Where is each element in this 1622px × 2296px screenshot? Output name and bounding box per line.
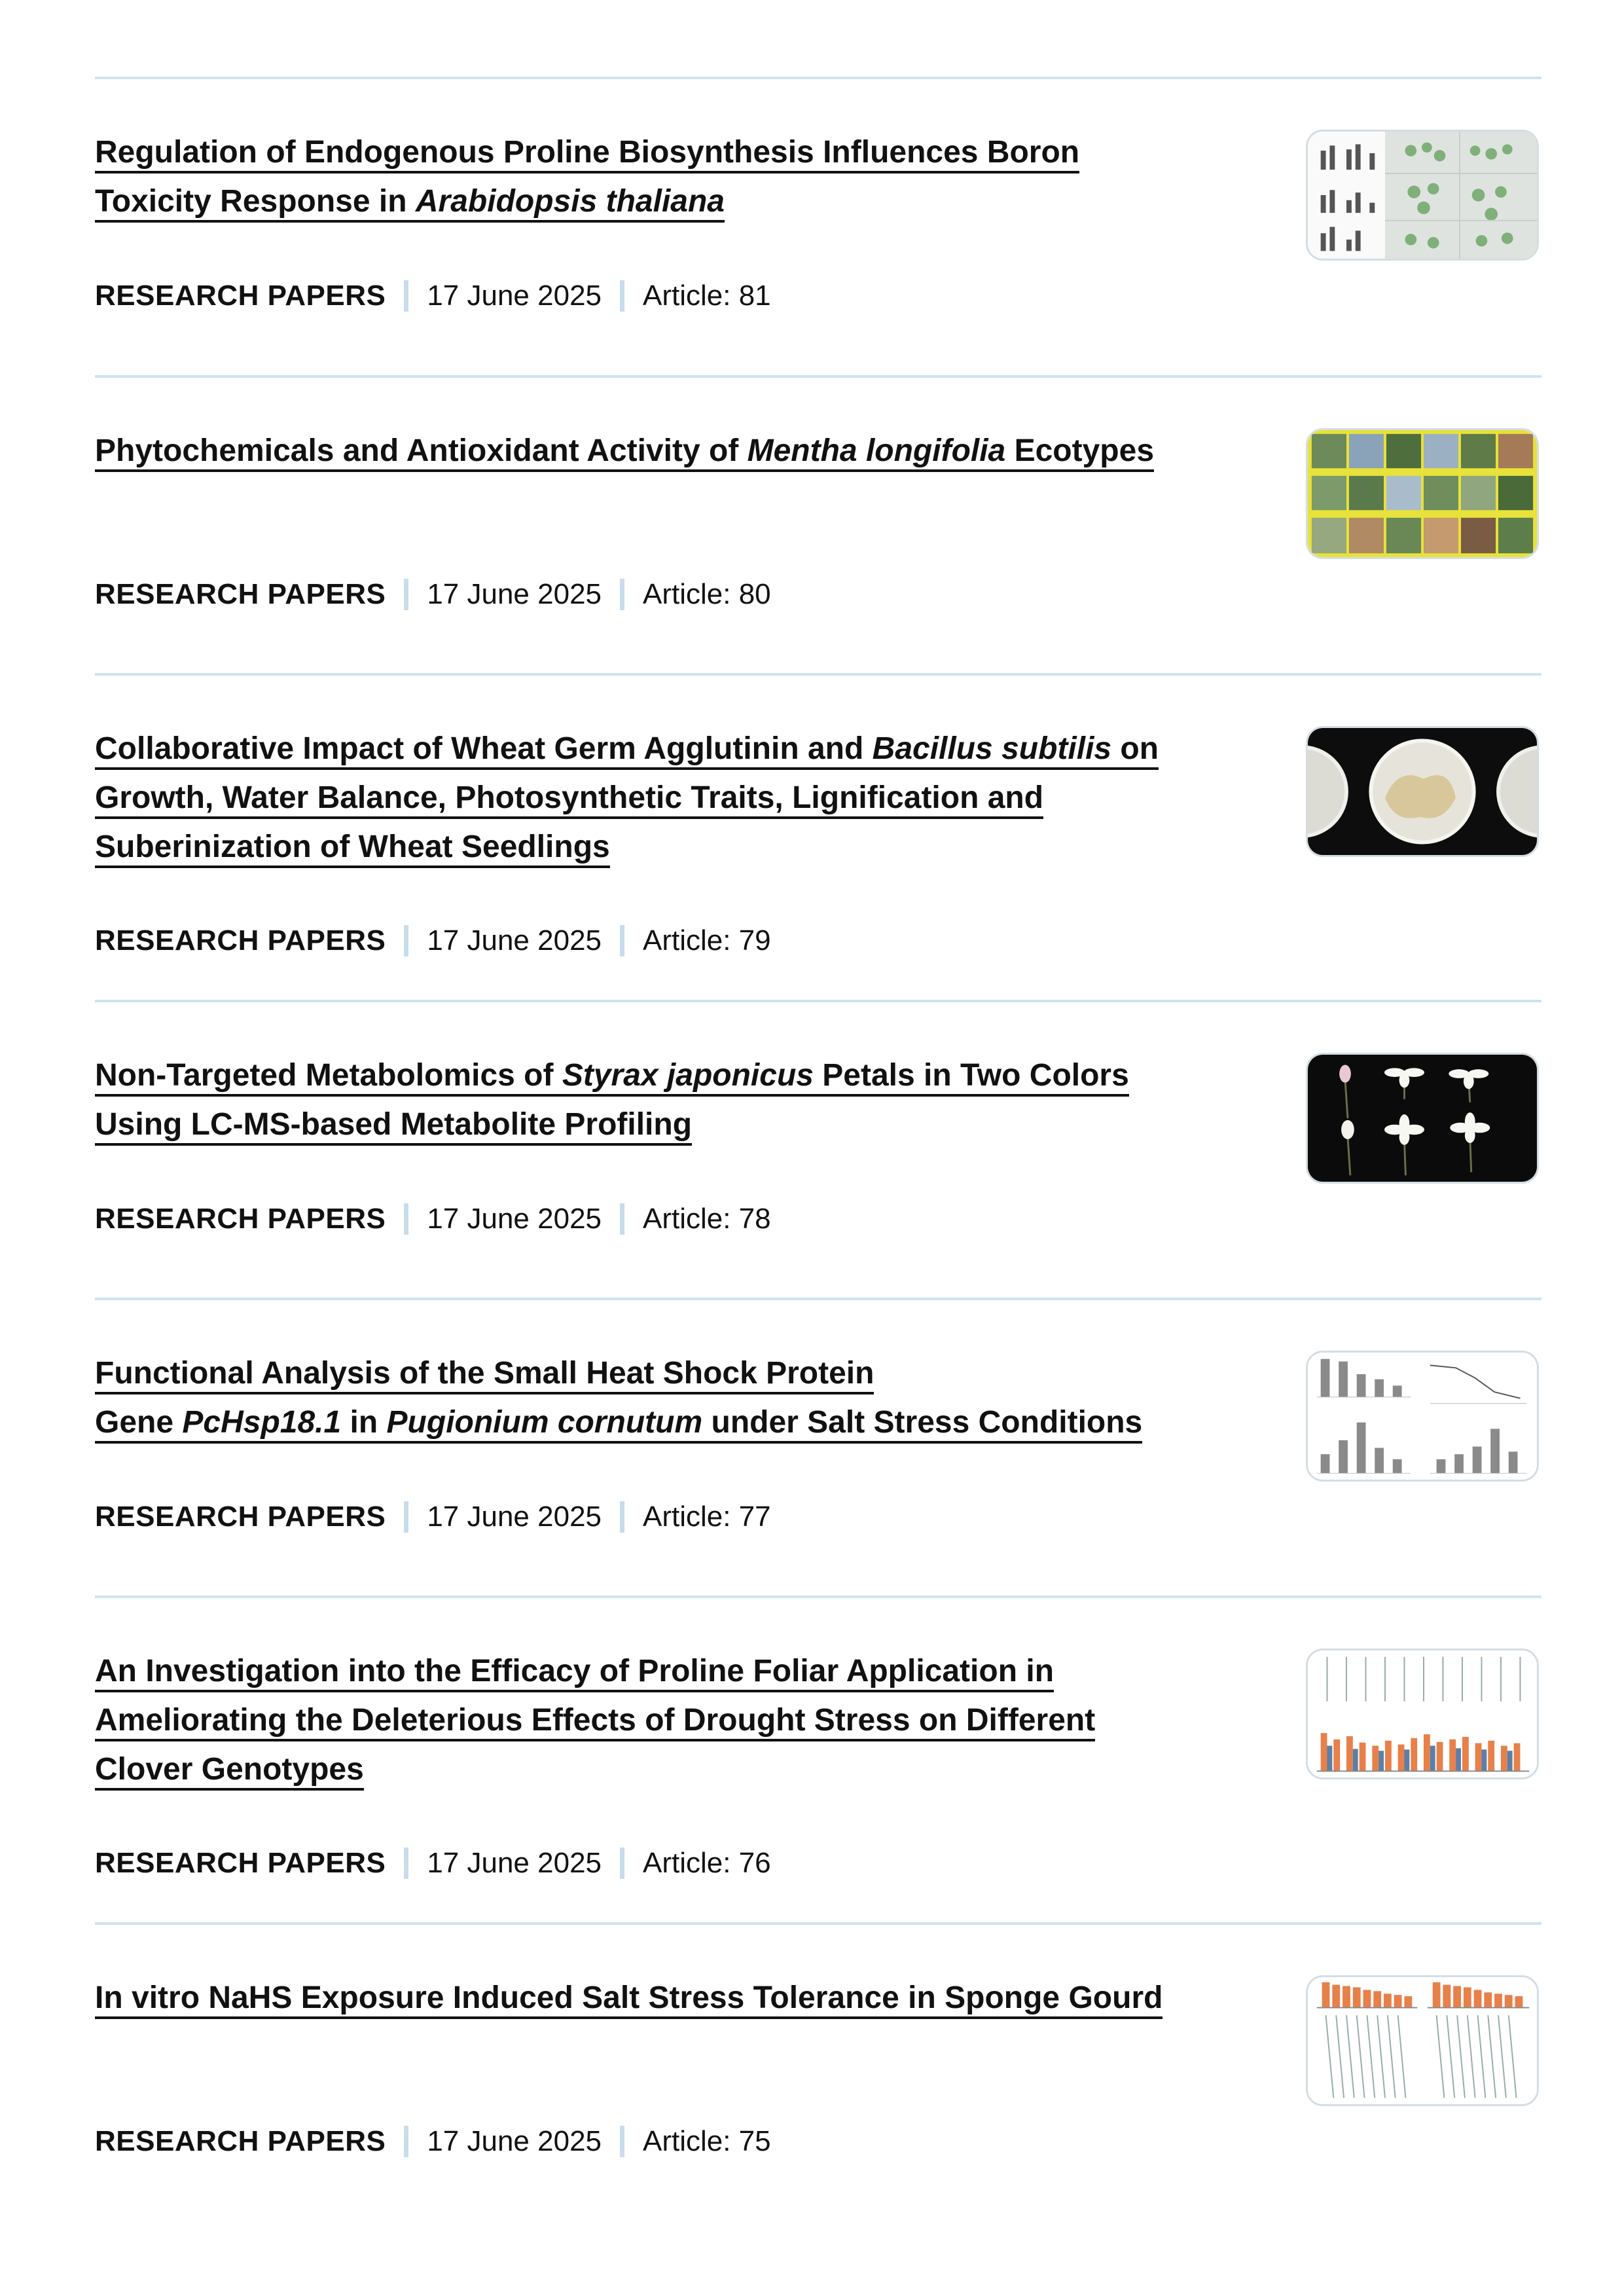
article-meta (95, 280, 771, 312)
publication-date: 17 June 2025 (427, 1847, 602, 1879)
category-label[interactable]: RESEARCH PAPERS (95, 2125, 386, 2157)
category-label[interactable]: RESEARCH PAPERS (95, 1203, 386, 1235)
title-text: Petals in Two Colors (813, 1058, 1129, 1093)
article-number: Article: 78 (643, 1203, 771, 1235)
category-label[interactable]: RESEARCH PAPERS (95, 1847, 386, 1879)
meta-separator (404, 579, 408, 610)
publication-date: 17 June 2025 (427, 578, 602, 610)
meta-separator (620, 925, 624, 957)
plate-assay-thumbnail[interactable] (1306, 130, 1539, 261)
orange-bar-chart-thumbnail[interactable] (1306, 1649, 1539, 1779)
article-title-link[interactable] (95, 1752, 364, 1791)
title-italic-text: Arabidopsis thaliana (415, 184, 725, 219)
title-text: An Investigation into the Efficacy of Proline Foliar Application in (95, 1654, 1054, 1688)
article-title (95, 1973, 1247, 2022)
article-title-link[interactable] (95, 433, 1154, 472)
article-title (95, 426, 1247, 475)
title-text: Clover Genotypes (95, 1752, 364, 1787)
article-number: Article: 77 (643, 1501, 771, 1533)
article-title-link[interactable] (95, 780, 1043, 819)
article-title-link[interactable] (95, 1356, 874, 1394)
article-meta (95, 578, 771, 611)
divider (95, 1922, 1541, 1925)
article-card (95, 1973, 1541, 2170)
title-text: Phytochemicals and Antioxidant Activity of (95, 433, 748, 468)
meta-separator (404, 1501, 408, 1533)
title-text: Collaborative Impact of Wheat Germ Agglutinin and (95, 731, 873, 766)
article-meta (95, 1501, 771, 1533)
article-card (95, 1051, 1541, 1247)
article-title-link[interactable] (95, 1654, 1054, 1692)
title-text: In vitro NaHS Exposure Induced Salt Stress Tolerance in Sponge Gourd (95, 1980, 1163, 2015)
article-number: Article: 79 (643, 924, 771, 957)
article-card (95, 426, 1541, 623)
article-title-link[interactable] (95, 135, 1079, 173)
title-text: on (1111, 731, 1159, 766)
article-title-link[interactable] (95, 829, 610, 868)
divider (95, 1298, 1541, 1300)
title-italic-text: PcHsp18.1 (182, 1405, 342, 1440)
article-title-link[interactable] (95, 731, 1159, 770)
meta-separator (620, 280, 624, 312)
category-label[interactable]: RESEARCH PAPERS (95, 280, 386, 312)
title-italic-text: Styrax japonicus (562, 1058, 814, 1093)
title-italic-text: Bacillus subtilis (872, 731, 1112, 766)
article-title-link[interactable] (95, 1703, 1095, 1741)
title-text: Using LC-MS-based Metabolite Profiling (95, 1107, 693, 1142)
article-meta (95, 2125, 771, 2158)
category-label[interactable]: RESEARCH PAPERS (95, 1501, 386, 1533)
article-number: Article: 75 (643, 2125, 771, 2157)
article-card (95, 724, 1541, 973)
divider (95, 673, 1541, 676)
article-number: Article: 81 (643, 280, 771, 312)
meta-separator (620, 1501, 624, 1533)
title-text: Functional Analysis of the Small Heat Shock Protein (95, 1356, 874, 1391)
flower-photo-thumbnail[interactable] (1306, 1053, 1539, 1184)
title-text: Growth, Water Balance, Photosynthetic Traits, Lignification and (95, 780, 1044, 815)
article-meta (95, 924, 771, 957)
meta-separator (620, 2126, 624, 2157)
title-italic-text: Mentha longifolia (747, 433, 1006, 468)
divider (95, 375, 1541, 378)
meta-separator (404, 1848, 408, 1879)
title-italic-text: Pugionium cornutum (386, 1405, 703, 1440)
publication-date: 17 June 2025 (427, 1203, 602, 1235)
meta-separator (404, 2126, 408, 2157)
category-label[interactable]: RESEARCH PAPERS (95, 578, 386, 610)
meta-separator (620, 1848, 624, 1879)
meta-separator (404, 1203, 408, 1235)
article-title-link[interactable] (95, 1405, 1142, 1444)
publication-date: 17 June 2025 (427, 1501, 602, 1533)
meta-separator (620, 1203, 624, 1235)
title-text: Toxicity Response in (95, 184, 416, 219)
article-title-link[interactable] (95, 184, 725, 223)
article-title (95, 1051, 1247, 1149)
article-meta (95, 1203, 771, 1235)
article-title (95, 724, 1247, 871)
divider (95, 1000, 1541, 1002)
divider (95, 1595, 1541, 1598)
article-card (95, 1349, 1541, 1545)
publication-date: 17 June 2025 (427, 280, 602, 312)
orange-bar-chart-thumbnail[interactable] (1306, 1975, 1539, 2106)
title-text: Ameliorating the Deleterious Effects of Drought Stress on Different (95, 1703, 1096, 1738)
title-text: Regulation of Endogenous Proline Biosynthesis Influences Boron (95, 135, 1080, 170)
title-text: Suberinization of Wheat Seedlings (95, 829, 610, 864)
title-text: Ecotypes (1005, 433, 1155, 468)
article-title-link[interactable] (95, 1980, 1162, 2019)
meta-separator (620, 579, 624, 610)
title-text: in (341, 1405, 387, 1440)
article-card (95, 128, 1541, 324)
meta-separator (404, 280, 408, 312)
publication-date: 17 June 2025 (427, 2125, 602, 2157)
article-title-link[interactable] (95, 1058, 1129, 1097)
article-meta (95, 1847, 771, 1880)
article-card (95, 1647, 1541, 1895)
plant-photo-grid-thumbnail[interactable] (1306, 428, 1539, 559)
article-title-link[interactable] (95, 1107, 692, 1146)
article-number: Article: 80 (643, 578, 771, 610)
title-text: Non-Targeted Metabolomics of (95, 1058, 562, 1093)
meta-separator (404, 925, 408, 957)
publication-date: 17 June 2025 (427, 924, 602, 957)
article-title (95, 128, 1247, 226)
category-label[interactable]: RESEARCH PAPERS (95, 924, 386, 957)
divider (95, 77, 1541, 79)
petri-dish-thumbnail[interactable] (1306, 726, 1539, 857)
article-title (95, 1349, 1247, 1447)
article-title (95, 1647, 1247, 1794)
bar-chart-thumbnail[interactable] (1306, 1351, 1539, 1482)
title-text: Gene (95, 1405, 183, 1440)
article-number: Article: 76 (643, 1847, 771, 1879)
title-text: under Salt Stress Conditions (702, 1405, 1143, 1440)
